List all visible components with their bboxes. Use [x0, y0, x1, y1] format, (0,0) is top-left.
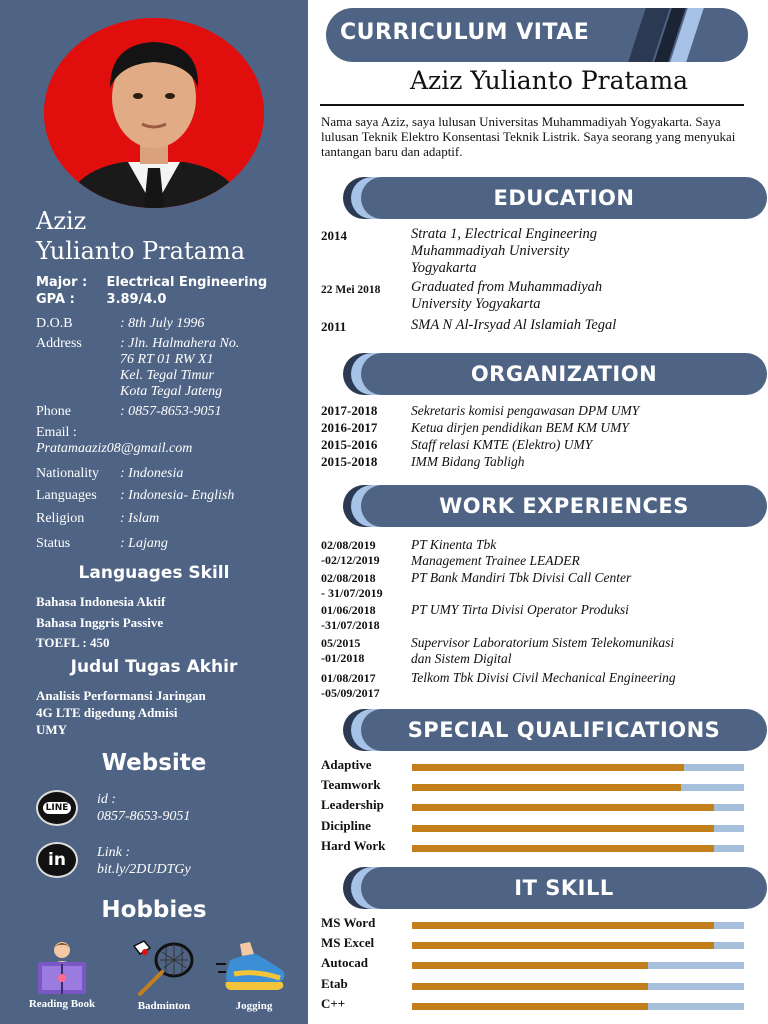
skill-label: C++	[321, 995, 346, 1011]
work-desc: Supervisor Laboratorium Sistem Telekomunikasi dan Sistem Digital	[411, 635, 675, 666]
linkedin-label: Link :	[97, 845, 131, 860]
email-label: Email :	[36, 425, 77, 440]
dob-row	[36, 316, 204, 332]
line-value: 0857-8653-9051	[97, 809, 191, 824]
education-desc: Graduated from Muhammadiyah University Yogyakarta	[411, 279, 603, 312]
skill-bar	[412, 983, 744, 990]
line-contact[interactable]	[97, 791, 190, 825]
religion-row	[36, 511, 159, 527]
language-skill-item: Bahasa Inggris Passive	[36, 615, 164, 630]
phone-label: Phone	[36, 404, 71, 419]
profile-photo	[44, 18, 264, 208]
email-row	[36, 425, 192, 457]
sidebar-name-first: Aziz	[36, 207, 87, 235]
address-value: : Jln. Halmahera No. 76 RT 01 RW X1 Kel. Tegal Timur Kota Tegal Jateng	[120, 336, 240, 399]
skill-bar-fill	[412, 962, 648, 969]
organization-banner	[343, 353, 767, 395]
work-desc: PT Kinenta Tbk Management Trainee LEADER	[411, 537, 580, 568]
skill-bar-fill	[412, 825, 714, 832]
organization-desc: Staff relasi KMTE (Elektro) UMY	[411, 437, 593, 452]
skill-bar-fill	[412, 1003, 648, 1010]
line-icon[interactable]	[36, 790, 78, 826]
work-period: 02/08/2019 -02/12/2019	[321, 538, 380, 567]
languages-value: : Indonesia- English	[120, 488, 235, 503]
skill-label: Etab	[321, 975, 348, 991]
skill-bar-fill	[412, 942, 714, 949]
work-banner	[343, 485, 767, 527]
address-label: Address	[36, 336, 82, 351]
skill-bar	[412, 784, 744, 791]
hobby-jogging	[214, 938, 294, 1012]
languages-label: Languages	[36, 488, 97, 503]
major-label: Major :	[36, 275, 88, 290]
special-qualifications-title: SPECIAL QUALIFICATIONS	[407, 718, 721, 742]
religion-label: Religion	[36, 511, 85, 526]
nationality-row	[36, 466, 183, 482]
profile-photo-illustration	[44, 18, 264, 208]
languages-row	[36, 488, 234, 504]
skill-bar	[412, 962, 744, 969]
organization-desc: Sekretaris komisi pengawasan DPM UMY	[411, 403, 640, 418]
it-skill-banner	[343, 867, 767, 909]
skill-label: Dicipline	[321, 817, 371, 833]
thesis-line: UMY	[36, 722, 68, 737]
religion-value: : Islam	[120, 511, 160, 526]
organization-year: 2017-2018	[321, 403, 378, 418]
education-year: 2011	[321, 319, 347, 334]
skill-bar-fill	[412, 983, 648, 990]
skill-bar-fill	[412, 784, 681, 791]
skill-label: Hard Work	[321, 837, 386, 853]
linkedin-badge: in	[48, 850, 66, 870]
skill-label: MS Excel	[321, 935, 375, 951]
email-value: Pratamaaziz08@gmail.com	[36, 441, 193, 456]
it-skill-title: IT SKILL	[514, 876, 614, 900]
line-label: id :	[97, 792, 117, 807]
major-row	[36, 275, 267, 290]
website-heading: Website	[101, 750, 207, 776]
skill-bar	[412, 942, 744, 949]
name-divider	[320, 104, 744, 106]
skill-bar	[412, 1003, 744, 1010]
address-row	[36, 336, 239, 400]
gpa-label: GPA :	[36, 292, 75, 307]
gpa-value: 3.89/4.0	[106, 292, 167, 307]
organization-desc: Ketua dirjen pendidikan BEM KM UMY	[411, 420, 629, 435]
education-desc: SMA N Al-Irsyad Al Islamiah Tegal	[411, 317, 617, 333]
work-desc: PT Bank Mandiri Tbk Divisi Call Center	[411, 570, 632, 585]
hobby-badminton	[124, 938, 204, 1012]
skill-label: Teamwork	[321, 777, 381, 793]
skill-label: MS Word	[321, 915, 376, 930]
languages-skill-heading: Languages Skill	[78, 563, 230, 583]
organization-desc: IMM Bidang Tabligh	[411, 454, 525, 469]
full-name: Aziz Yulianto Pratama	[410, 66, 689, 95]
status-row	[36, 536, 168, 552]
organization-year: 2015-2016	[321, 437, 378, 452]
thesis-line: 4G LTE digedung Admisi	[36, 705, 178, 720]
skill-bar-fill	[412, 845, 714, 852]
sidebar-name-rest: Yulianto Pratama	[36, 237, 246, 265]
work-period: 01/08/2017 -05/09/2017	[321, 671, 380, 700]
hobby-label: Badminton	[137, 1000, 191, 1012]
work-period: 02/08/2018 - 31/07/2019	[321, 571, 383, 600]
nationality-value: : Indonesia	[120, 466, 184, 481]
phone-value: : 0857-8653-9051	[120, 404, 222, 419]
organization-title: ORGANIZATION	[470, 362, 658, 386]
work-period: 05/2015 -01/2018	[321, 636, 365, 665]
organization-year: 2016-2017	[321, 420, 378, 435]
status-value: : Lajang	[120, 536, 168, 551]
thesis-line: Analisis Performansi Jaringan	[36, 688, 206, 703]
skill-bar	[412, 764, 744, 771]
work-desc: Telkom Tbk Divisi Civil Mechanical Engineering	[411, 670, 676, 685]
dob-label: D.O.B	[36, 316, 73, 331]
education-title: EDUCATION	[493, 186, 635, 210]
cv-title: CURRICULUM VITAE	[340, 20, 590, 45]
special-qualifications-banner	[343, 709, 767, 751]
skill-bar	[412, 804, 744, 811]
gpa-row	[36, 292, 166, 307]
linkedin-icon[interactable]	[36, 842, 78, 878]
skill-label: Adaptive	[321, 757, 372, 772]
organization-year: 2015-2018	[321, 454, 378, 469]
hobbies-heading: Hobbies	[101, 897, 207, 923]
sidebar	[0, 0, 308, 1024]
hobby-reading-book	[22, 938, 102, 1010]
language-skill-item: Bahasa Indonesia Aktif	[36, 594, 166, 609]
work-period: 01/06/2018 -31/07/2018	[321, 603, 380, 632]
linkedin-contact[interactable]	[97, 844, 191, 878]
hobby-label: Jogging	[235, 1000, 273, 1012]
skill-label: Leadership	[321, 797, 384, 813]
nationality-label: Nationality	[36, 466, 99, 481]
thesis-heading: Judul Tugas Akhir	[70, 657, 238, 677]
education-desc: Strata 1, Electrical Engineering Muhammadiyah University Yogyakarta	[411, 226, 598, 276]
reading-book-icon	[30, 938, 94, 996]
sidebar-name	[36, 206, 245, 266]
skill-bar-fill	[412, 922, 714, 929]
work-desc: PT UMY Tirta Divisi Operator Produksi	[411, 602, 629, 617]
skill-bar-fill	[412, 764, 684, 771]
hobby-label: Reading Book	[28, 998, 96, 1010]
work-title: WORK EXPERIENCES	[439, 494, 689, 518]
language-skill-item: TOEFL : 450	[36, 635, 110, 650]
linkedin-value: bit.ly/2DUDTGy	[97, 862, 191, 877]
major-value: Electrical Engineering	[106, 275, 268, 290]
line-badge: LINE	[43, 802, 72, 814]
skill-bar	[412, 825, 744, 832]
dob-value: : 8th July 1996	[120, 316, 205, 331]
education-banner	[343, 177, 767, 219]
skill-bar	[412, 845, 744, 852]
status-label: Status	[36, 536, 71, 551]
skill-label: Autocad	[321, 955, 368, 971]
education-year: 22 Mei 2018	[321, 284, 381, 296]
badminton-icon	[128, 938, 200, 998]
skill-bar	[412, 922, 744, 929]
skill-bar-fill	[412, 804, 714, 811]
intro-paragraph: Nama saya Aziz, saya lulusan Universitas Muhammadiyah Yogyakarta. Saya lulusan Teknik Elektro Konsentasi Teknik Listrik. Saya seorang yang menyukai tantangan baru dan adaptif.	[321, 114, 736, 159]
jogging-icon	[216, 938, 292, 998]
education-year: 2014	[321, 228, 347, 243]
cv-title-banner	[326, 8, 748, 62]
phone-row	[36, 404, 222, 420]
